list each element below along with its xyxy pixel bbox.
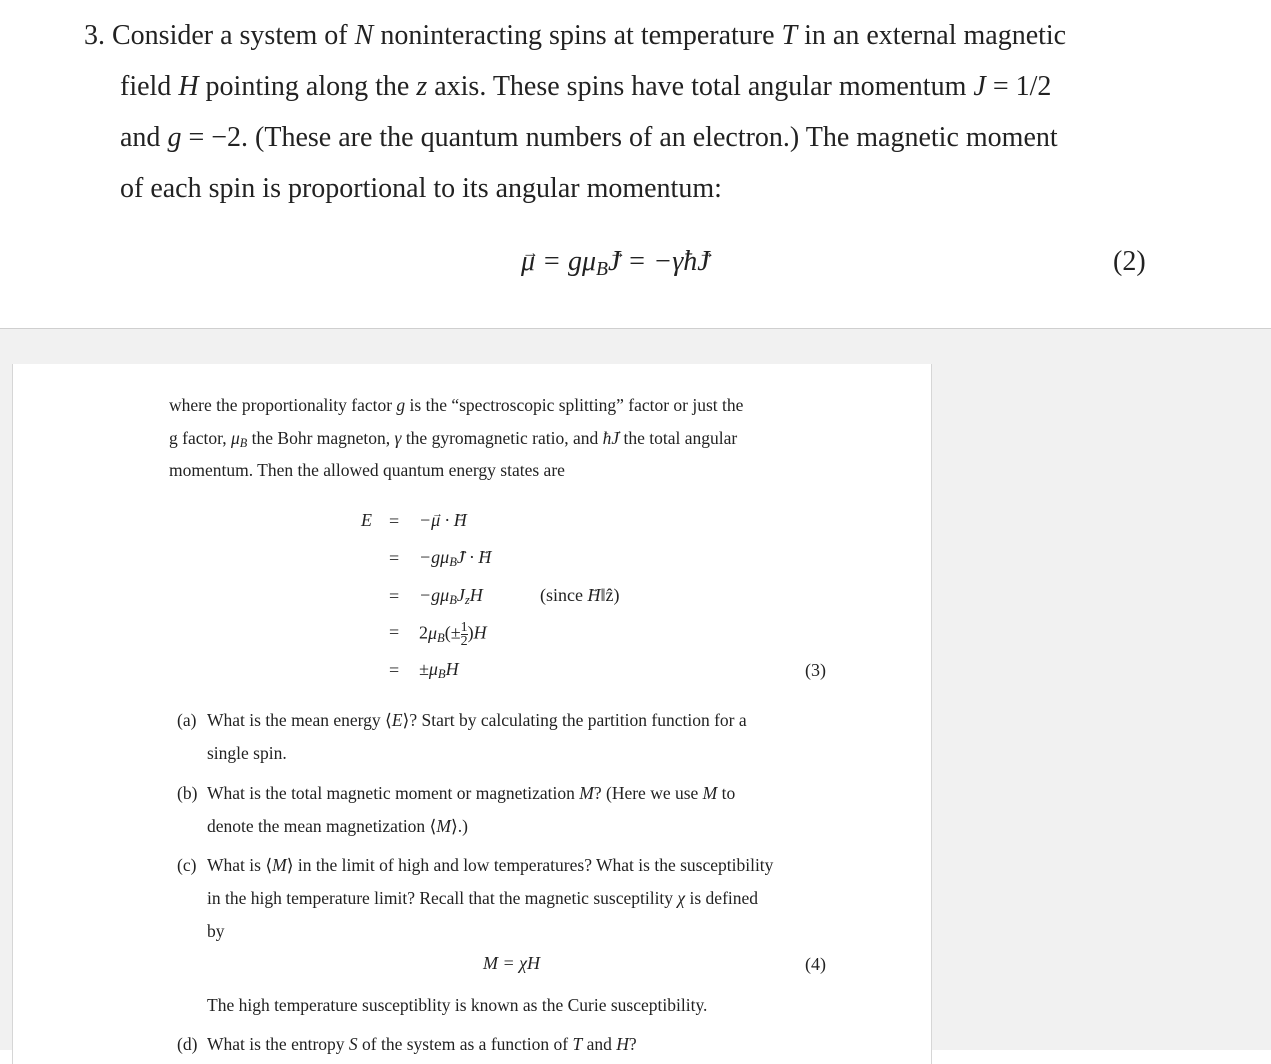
energy-row-3: $-g\mu_BJ_zH$ bbox=[419, 585, 483, 608]
energy-lhs: E bbox=[361, 510, 372, 530]
magnetic-moment-equation: μ → = $g\mu_BJ$ → = −γħJ → bbox=[521, 248, 710, 284]
para1-line-2: g factor, $\mu_B$ the Bohr magneton, γ the gyromagnetic ratio, and ħJ → the total angular bbox=[169, 428, 737, 453]
problem-statement-top bbox=[0, 0, 1271, 328]
eq-sign-1: = bbox=[389, 511, 400, 531]
problem-line-1: 3. Consider a system of N noninteracting spins at temperature T in an external magnetic bbox=[84, 20, 1067, 51]
equation-number-2: (2) bbox=[1113, 246, 1146, 277]
curie-note: The high temperature susceptiblity is known as the Curie susceptibility. bbox=[207, 995, 708, 1015]
problem-line-4: of each spin is proportional to its angular momentum: bbox=[120, 173, 722, 204]
energy-row-4: $2\mu_B(\pm$ $\frac{1}{2}$ )H bbox=[419, 620, 487, 649]
problem-line-2: field H pointing along the z axis. These spins have total angular momentum J = 1/2 bbox=[120, 71, 1052, 102]
question-b-line-1: What is the total magnetic moment or magnetization M? (Here we use M to bbox=[207, 783, 736, 803]
question-b-line-2: denote the mean magnetization ⟨M⟩.) bbox=[207, 816, 468, 836]
equation-number-4: (4) bbox=[805, 954, 826, 974]
equation-number-3: (3) bbox=[805, 660, 826, 680]
question-c-line-2: in the high temperature limit? Recall that the magnetic susceptility χ is defined bbox=[207, 888, 759, 908]
eq-sign-3: = bbox=[389, 586, 400, 606]
question-d-label: (d) bbox=[177, 1034, 198, 1054]
energy-row-1: −μ → · H → bbox=[419, 510, 467, 530]
para1-line-1: where the proportionality factor g is the “spectroscopic splitting” factor or just the bbox=[169, 395, 744, 415]
problem-line-3: and g = −2. (These are the quantum numbers of an electron.) The magnetic moment bbox=[120, 122, 1058, 153]
question-c-label: (c) bbox=[177, 855, 197, 875]
question-d-line-1: What is the entropy S of the system as a function of T and H? bbox=[207, 1034, 637, 1054]
question-a-line-1: What is the mean energy ⟨E⟩? Start by calculating the partition function for a bbox=[207, 710, 747, 730]
question-a-line-2: single spin. bbox=[207, 743, 287, 763]
energy-row-5: $\pm\mu_BH$ bbox=[419, 659, 459, 682]
question-a-label: (a) bbox=[177, 710, 197, 730]
eq-sign-2: = bbox=[389, 548, 400, 568]
problem-number: 3. bbox=[84, 20, 105, 51]
question-c-line-1: What is ⟨M⟩ in the limit of high and low temperatures? What is the susceptibility bbox=[207, 855, 774, 875]
energy-row-3-note: (since H →‖ẑ) bbox=[540, 585, 620, 605]
susceptibility-equation: M = χH bbox=[483, 953, 541, 973]
question-b-label: (b) bbox=[177, 783, 198, 803]
eq-sign-4: = bbox=[389, 622, 400, 642]
eq-sign-5: = bbox=[389, 660, 400, 680]
para1-line-3: momentum. Then the allowed quantum energy states are bbox=[169, 460, 565, 480]
document-page bbox=[12, 364, 932, 1064]
question-c-line-3: by bbox=[207, 921, 225, 941]
energy-row-2: $-g\mu_BJ$ → · H → bbox=[419, 547, 491, 572]
